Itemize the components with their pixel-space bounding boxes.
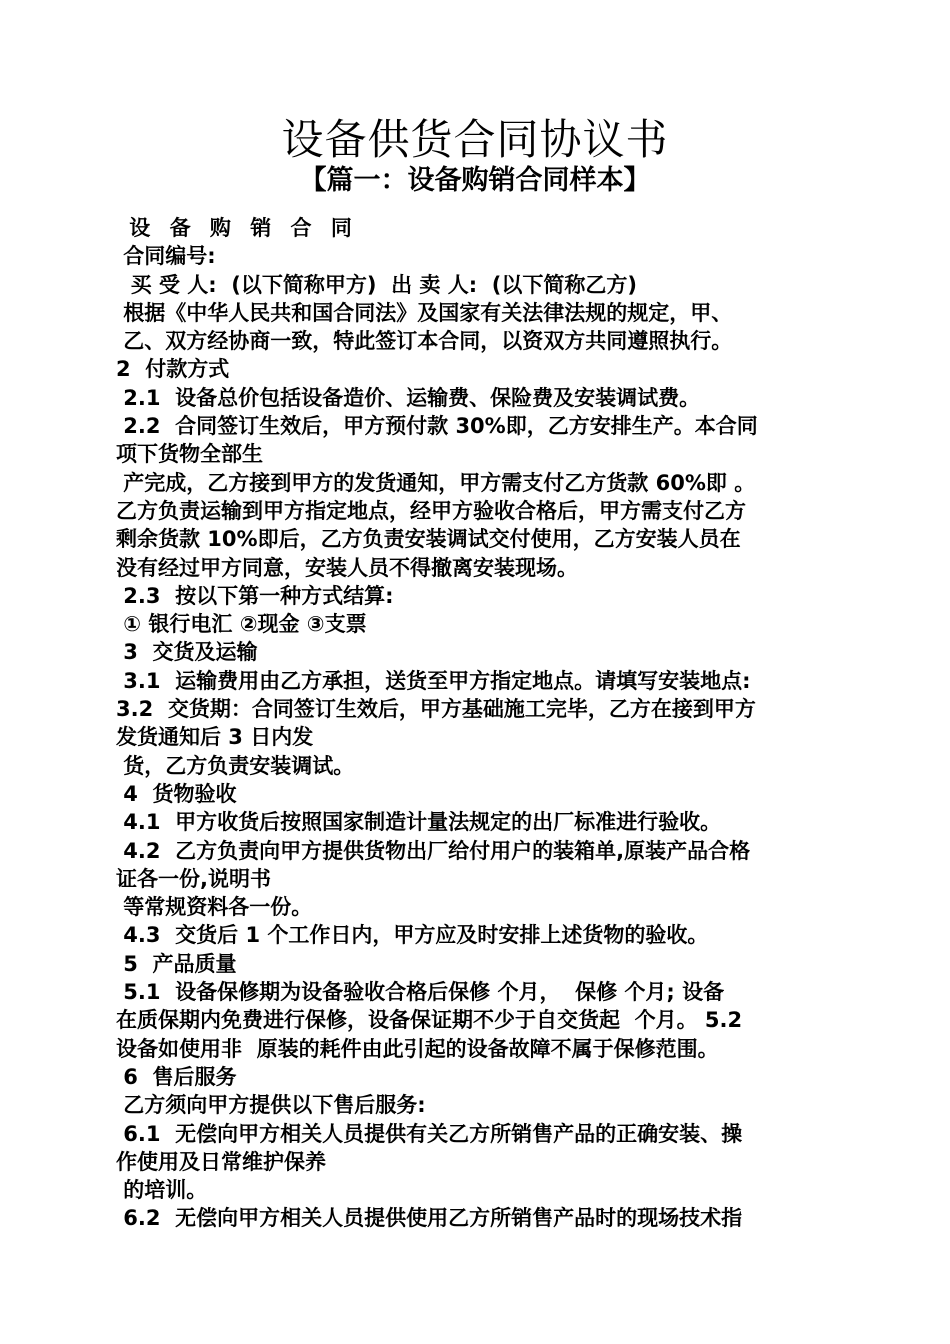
contract-text-line: 2 付款方式 xyxy=(116,357,230,382)
document-subtitle: 【篇一：设备购销合同样本】 xyxy=(299,165,651,196)
contract-text-line: 剩余货款 10%即后，乙方负责安装调试交付使用，乙方安装人员在 xyxy=(116,527,741,552)
contract-text-line: ① 银行电汇 ②现金 ③支票 xyxy=(116,612,367,637)
contract-text-line: 设备如使用非 原装的耗件由此引起的设备故障不属于保修范围。 xyxy=(116,1036,719,1061)
contract-text-line: 根据《中华人民共和国合同法》及国家有关法律法规的规定，甲、 xyxy=(116,300,733,325)
contract-text-line: 合同编号: xyxy=(116,244,216,269)
contract-text-line: 4.2 乙方负责向甲方提供货物出厂给付用户的装箱单,原装产品合格 xyxy=(116,838,751,863)
contract-text-line: 3.1 运输费用由乙方承担，送货至甲方指定地点。请填写安装地点: xyxy=(116,668,751,693)
contract-text-line: 买 受 人: (以下简称甲方) 出 卖 人: (以下简称乙方) xyxy=(116,272,637,297)
contract-text-line: 乙、双方经协商一致，特此签订本合同，以资双方共同遵照执行。 xyxy=(116,329,733,354)
contract-text-line: 4.3 交货后 1 个工作日内，甲方应及时安排上述货物的验收。 xyxy=(116,923,709,948)
contract-text-line: 项下货物全部生 xyxy=(116,442,263,467)
contract-text-line: 2.3 按以下第一种方式结算: xyxy=(116,583,394,608)
contract-text-line: 发货通知后 3 日内发 xyxy=(116,725,314,750)
contract-heading: 设 备 购 销 合 同 xyxy=(116,216,358,240)
contract-text-line: 6.1 无偿向甲方相关人员提供有关乙方所销售产品的正确安装、操 xyxy=(116,1121,743,1146)
contract-text-line: 6.2 无偿向甲方相关人员提供使用乙方所销售产品时的现场技术指 xyxy=(116,1206,743,1231)
contract-text-line: 等常规资料各一份。 xyxy=(116,895,313,920)
contract-text-line: 证各一份,说明书 xyxy=(116,866,271,891)
contract-text-line: 乙方须向甲方提供以下售后服务: xyxy=(116,1093,426,1118)
contract-text-line: 3.2 交货期：合同签订生效后，甲方基础施工完毕，乙方在接到甲方 xyxy=(116,697,756,722)
contract-text-line: 在质保期内免费进行保修，设备保证期不少于自交货起 个月。 5.2 xyxy=(116,1008,743,1033)
contract-text-line: 的培训。 xyxy=(116,1178,208,1203)
contract-text-line: 6 售后服务 xyxy=(116,1064,237,1089)
contract-text-line: 产完成，乙方接到甲方的发货通知，甲方需支付乙方货款 60%即 。 xyxy=(116,470,756,495)
contract-text-line: 2.2 合同签订生效后，甲方预付款 30%即，乙方安排生产。本合同 xyxy=(116,414,758,439)
contract-text-line: 乙方负责运输到甲方指定地点，经甲方验收合格后，甲方需支付乙方 xyxy=(116,498,746,523)
contract-text-line: 5.1 设备保修期为设备验收合格后保修 个月， 保修 个月; 设备 xyxy=(116,980,725,1005)
contract-text-line: 货，乙方负责安装调试。 xyxy=(116,753,355,778)
contract-text-line: 2.1 设备总价包括设备造价、运输费、保险费及安装调试费。 xyxy=(116,385,701,410)
contract-text-line: 作使用及日常维护保养 xyxy=(116,1149,326,1174)
contract-text-line: 5 产品质量 xyxy=(116,951,237,976)
contract-text-line: 没有经过甲方同意，安装人员不得撤离安装现场。 xyxy=(116,555,578,580)
contract-text-line: 4.1 甲方收货后按照国家制造计量法规定的出厂标准进行验收。 xyxy=(116,810,722,835)
contract-text-line: 4 货物验收 xyxy=(116,781,237,806)
document-title: 设备供货合同协议书 xyxy=(281,115,669,164)
contract-text-line: 3 交货及运输 xyxy=(116,640,258,665)
contract-body xyxy=(116,214,836,1233)
